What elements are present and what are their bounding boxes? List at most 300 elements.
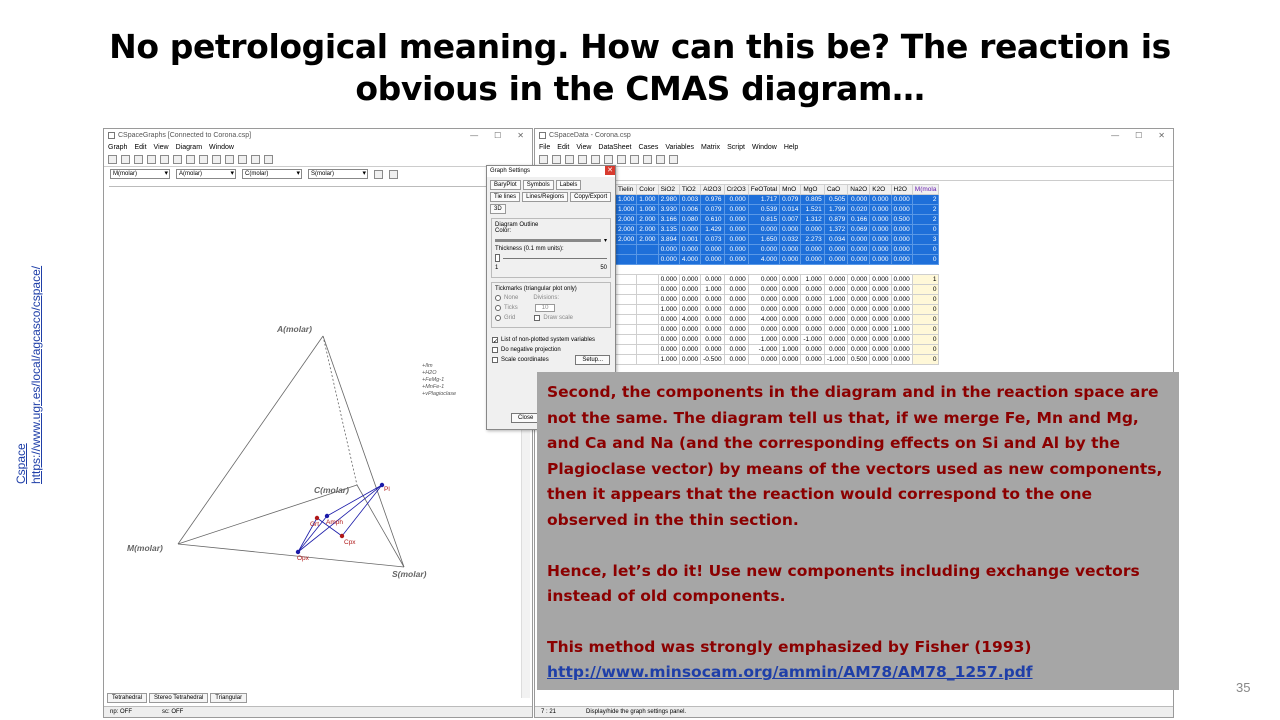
table-cell[interactable]: 1.000	[824, 295, 847, 305]
save-icon[interactable]	[565, 155, 574, 164]
dialog-close-icon[interactable]: ✕	[605, 166, 615, 175]
table-cell[interactable]: 2.000	[637, 225, 658, 235]
minimize-icon[interactable]: —	[1111, 130, 1120, 140]
tab-tie-lines[interactable]: Tie lines	[490, 192, 520, 202]
table-row[interactable]	[616, 195, 939, 205]
table-cell[interactable]: 0.000	[848, 345, 870, 355]
table-cell[interactable]: 0.000	[870, 315, 891, 325]
table-cell[interactable]: 0.000	[870, 225, 891, 235]
table-cell[interactable]: 0.000	[891, 355, 912, 365]
table-cell[interactable]: 1.000	[748, 335, 779, 345]
table-cell[interactable]: 0.000	[870, 335, 891, 345]
table-cell[interactable]: 2	[912, 205, 939, 215]
table-cell[interactable]: 0.500	[848, 355, 870, 365]
cut-icon[interactable]	[578, 155, 587, 164]
table-cell[interactable]: 0.069	[848, 225, 870, 235]
points-icon[interactable]	[199, 155, 208, 164]
radio-ticks[interactable]: Ticks	[504, 305, 518, 311]
table-cell[interactable]: 0.000	[870, 245, 891, 255]
table-cell[interactable]: 0.000	[848, 255, 870, 265]
table-cell[interactable]: 4.000	[679, 315, 700, 325]
table-cell[interactable]: 0.000	[870, 215, 891, 225]
table-cell[interactable]: 0.000	[724, 255, 748, 265]
lines-icon[interactable]	[212, 155, 221, 164]
table-cell[interactable]: 0.000	[748, 245, 779, 255]
table-row[interactable]	[616, 275, 939, 285]
column-header[interactable]: Tielin	[616, 185, 637, 195]
image-icon[interactable]	[147, 155, 156, 164]
table-cell[interactable]: 0.034	[824, 235, 847, 245]
point-amph[interactable]	[325, 514, 329, 518]
table-cell[interactable]: 0.000	[801, 295, 824, 305]
table-cell[interactable]: 0.166	[848, 215, 870, 225]
table-cell[interactable]: 0	[912, 295, 939, 305]
table-cell[interactable]: 0.000	[679, 345, 700, 355]
table-cell[interactable]: 0.000	[780, 305, 801, 315]
table-cell[interactable]: 0.000	[658, 315, 679, 325]
table-cell[interactable]: 1.000	[637, 205, 658, 215]
table-cell[interactable]: 0.000	[870, 295, 891, 305]
table-cell[interactable]: 0.000	[848, 315, 870, 325]
table-row[interactable]	[616, 255, 939, 265]
menu-diagram[interactable]: Diagram	[175, 143, 203, 151]
table-cell[interactable]: 0.000	[801, 305, 824, 315]
table-cell[interactable]: 2.273	[801, 235, 824, 245]
table-cell[interactable]: 0.000	[658, 275, 679, 285]
table-cell[interactable]: 0.805	[801, 195, 824, 205]
tab-tetrahedral[interactable]: Tetrahedral	[107, 693, 147, 703]
table-cell[interactable]: 0.000	[891, 225, 912, 235]
table-cell[interactable]: 0.000	[780, 285, 801, 295]
table-cell[interactable]: 0.000	[891, 245, 912, 255]
table-cell[interactable]: 2.000	[616, 235, 637, 245]
table-cell[interactable]: 0.000	[701, 335, 724, 345]
table-cell[interactable]: 0.000	[724, 205, 748, 215]
table-cell[interactable]: 0.000	[658, 325, 679, 335]
menu-window[interactable]: Window	[751, 143, 777, 151]
table-cell[interactable]: 0.000	[701, 275, 724, 285]
menu-view[interactable]: View	[576, 143, 592, 151]
minimize-icon[interactable]: —	[470, 130, 479, 140]
table-cell[interactable]: 0.000	[679, 335, 700, 345]
graph-icon[interactable]	[656, 155, 665, 164]
table-cell[interactable]: 1.372	[824, 225, 847, 235]
table-cell[interactable]	[637, 285, 658, 295]
close-icon[interactable]: ✕	[517, 130, 524, 140]
table-cell[interactable]: 0.000	[848, 295, 870, 305]
table-cell[interactable]: 0.000	[848, 285, 870, 295]
data-grid[interactable]	[615, 184, 939, 365]
table-cell[interactable]: 0.000	[780, 325, 801, 335]
setup-button[interactable]: Setup...	[575, 355, 610, 365]
tab-stereo-tetrahedral[interactable]: Stereo Tetrahedral	[149, 693, 208, 703]
close-icon[interactable]: ✕	[1158, 130, 1165, 140]
table-row[interactable]	[616, 345, 939, 355]
table-cell[interactable]: 0.000	[801, 255, 824, 265]
table-cell[interactable]: 0.000	[824, 275, 847, 285]
copy-icon[interactable]	[591, 155, 600, 164]
table-cell[interactable]: 0.000	[748, 295, 779, 305]
table-row[interactable]	[616, 305, 939, 315]
maximize-icon[interactable]: ☐	[494, 130, 502, 140]
table-cell[interactable]: 0.000	[848, 235, 870, 245]
table-cell[interactable]	[616, 295, 637, 305]
divisions-input[interactable]: 10	[535, 304, 556, 312]
table-cell[interactable]: 4.000	[679, 255, 700, 265]
color-picker[interactable]: ▾	[495, 236, 607, 244]
column-header[interactable]: Color	[637, 185, 658, 195]
table-cell[interactable]: 0.500	[891, 215, 912, 225]
table-row[interactable]	[616, 215, 939, 225]
table-cell[interactable]: 0.000	[870, 285, 891, 295]
tab-labels[interactable]: Labels	[556, 180, 582, 190]
table-cell[interactable]: 0.000	[870, 255, 891, 265]
table-row[interactable]	[616, 285, 939, 295]
table-cell[interactable]: 0.610	[701, 215, 724, 225]
table-row[interactable]	[616, 295, 939, 305]
table-cell[interactable]: 0.000	[801, 315, 824, 325]
tab-triangular[interactable]: Triangular	[210, 693, 247, 703]
table-cell[interactable]: 0.020	[848, 205, 870, 215]
table-cell[interactable]: 0.079	[780, 195, 801, 205]
table-cell[interactable]: 1.000	[658, 355, 679, 365]
table-cell[interactable]: 2.000	[637, 215, 658, 225]
table-cell[interactable]: 0.000	[780, 275, 801, 285]
table-cell[interactable]: 0.000	[870, 235, 891, 245]
table-cell[interactable]: 0	[912, 285, 939, 295]
table-cell[interactable]: 0.000	[870, 205, 891, 215]
table-cell[interactable]: 0.976	[701, 195, 724, 205]
table-cell[interactable]: 3.894	[658, 235, 679, 245]
table-cell[interactable]: 0.000	[658, 285, 679, 295]
apply-icon[interactable]	[374, 170, 383, 179]
column-header[interactable]: FeOTotal	[748, 185, 779, 195]
table-cell[interactable]: 0.000	[724, 295, 748, 305]
reference-link[interactable]: http://www.minsocam.org/ammin/AM78/AM78_1257.pdf	[547, 663, 1033, 682]
menu-edit[interactable]: Edit	[557, 143, 570, 151]
table-cell[interactable]: 0.000	[748, 355, 779, 365]
table-cell[interactable]: 0.000	[748, 325, 779, 335]
table-cell[interactable]: 0.000	[801, 355, 824, 365]
table-cell[interactable]: 0.000	[701, 325, 724, 335]
table-row[interactable]	[616, 335, 939, 345]
table-cell[interactable]: 0.000	[724, 285, 748, 295]
table-cell[interactable]: 0.000	[891, 285, 912, 295]
table-cell[interactable]: 0.000	[891, 335, 912, 345]
table-cell[interactable]: 0.000	[891, 295, 912, 305]
menu-help[interactable]: Help	[783, 143, 799, 151]
table-cell[interactable]	[637, 315, 658, 325]
table-cell[interactable]: 1.429	[701, 225, 724, 235]
rotate-left-icon[interactable]	[225, 155, 234, 164]
table-cell[interactable]: 0.000	[848, 195, 870, 205]
axis-select-c[interactable]: C(molar) ▾	[242, 169, 302, 179]
table-cell[interactable]: 2.980	[658, 195, 679, 205]
table-cell[interactable]: -1.000	[824, 355, 847, 365]
table-cell[interactable]: 0.000	[848, 335, 870, 345]
table-cell[interactable]: 0.000	[724, 195, 748, 205]
table-cell[interactable]: 1.000	[637, 195, 658, 205]
column-header[interactable]: CaO	[824, 185, 847, 195]
table-cell[interactable]: 0.000	[824, 325, 847, 335]
table-cell[interactable]: 0	[912, 335, 939, 345]
table-cell[interactable]: 0.000	[679, 295, 700, 305]
table-cell[interactable]: 0.000	[824, 345, 847, 355]
table-cell[interactable]: 0.000	[679, 225, 700, 235]
table-cell[interactable]: 0	[912, 355, 939, 365]
table-cell[interactable]: 0.000	[801, 225, 824, 235]
menu-matrix[interactable]: Matrix	[701, 143, 721, 151]
table-row[interactable]	[616, 235, 939, 245]
settings-icon[interactable]	[389, 170, 398, 179]
table-cell[interactable]: 0	[912, 315, 939, 325]
table-cell[interactable]: 0.000	[701, 305, 724, 315]
table-cell[interactable]	[637, 345, 658, 355]
table-cell[interactable]: 0.000	[891, 205, 912, 215]
tab-symbols[interactable]: Symbols	[523, 180, 554, 190]
table-cell[interactable]: 0.000	[780, 355, 801, 365]
axis-select-m[interactable]: M(molar) ▾	[110, 169, 170, 179]
cspace-url-link[interactable]: https://www.ugr.es/local/agcasco/cspace/	[29, 265, 43, 484]
table-cell[interactable]: 0.000	[724, 275, 748, 285]
table-cell[interactable]: 0.003	[679, 195, 700, 205]
table-cell[interactable]: 0.000	[679, 245, 700, 255]
table-cell[interactable]: 0.000	[724, 215, 748, 225]
tab-baryplot[interactable]: BaryPlot	[490, 180, 521, 190]
menu-file[interactable]: File	[539, 143, 551, 151]
table-cell[interactable]: 0.000	[780, 255, 801, 265]
table-cell[interactable]: 3.166	[658, 215, 679, 225]
table-row[interactable]	[616, 245, 939, 255]
table-cell[interactable]: 0.000	[891, 195, 912, 205]
table-cell[interactable]: 0.000	[870, 355, 891, 365]
table-cell[interactable]	[637, 275, 658, 285]
table-row[interactable]	[616, 325, 939, 335]
table-cell[interactable]	[637, 305, 658, 315]
table-cell[interactable]: 0.000	[701, 295, 724, 305]
tab-3d[interactable]: 3D	[490, 204, 506, 214]
grid-icon[interactable]	[160, 155, 169, 164]
table-cell[interactable]: 0.000	[780, 335, 801, 345]
table-cell[interactable]: 0.000	[724, 235, 748, 245]
table-cell[interactable]: 0.000	[891, 345, 912, 355]
table-cell[interactable]	[616, 335, 637, 345]
table-cell[interactable]: 0.000	[724, 355, 748, 365]
table-cell[interactable]	[637, 325, 658, 335]
table-cell[interactable]: 0	[912, 245, 939, 255]
column-header[interactable]: MnO	[780, 185, 801, 195]
column-header[interactable]: M(mola	[912, 185, 939, 195]
table-cell[interactable]: 0.000	[679, 355, 700, 365]
table-cell[interactable]: 2.000	[616, 225, 637, 235]
table-cell[interactable]: -1.000	[801, 335, 824, 345]
table-cell[interactable]: 2	[912, 195, 939, 205]
table-cell[interactable]: 1.000	[616, 195, 637, 205]
thickness-slider[interactable]	[495, 254, 607, 262]
table-cell[interactable]: 0.000	[891, 255, 912, 265]
table-cell[interactable]: 0.007	[780, 215, 801, 225]
table-cell[interactable]: 0.006	[679, 205, 700, 215]
table-cell[interactable]: 1.312	[801, 215, 824, 225]
table-cell[interactable]: 0.073	[701, 235, 724, 245]
table-cell[interactable]: 0.000	[891, 315, 912, 325]
delete-icon[interactable]	[617, 155, 626, 164]
table-cell[interactable]: 0.815	[748, 215, 779, 225]
table-cell[interactable]: 0.000	[724, 335, 748, 345]
tab-lines-regions[interactable]: Lines/Regions	[522, 192, 568, 202]
column-header[interactable]: TiO2	[679, 185, 700, 195]
table-cell[interactable]: 0.000	[701, 345, 724, 355]
table-cell[interactable]: 3.930	[658, 205, 679, 215]
rotate-right-icon[interactable]	[238, 155, 247, 164]
table-cell[interactable]: 1.000	[780, 345, 801, 355]
table-cell[interactable]: 0.000	[701, 255, 724, 265]
table-row[interactable]	[616, 205, 939, 215]
table-cell[interactable]: 0.000	[870, 195, 891, 205]
refresh-icon[interactable]	[251, 155, 260, 164]
tetrahedral-plot[interactable]	[109, 186, 532, 686]
table-cell[interactable]: 0.000	[724, 345, 748, 355]
table-cell[interactable]: 0.000	[780, 315, 801, 325]
table-cell[interactable]: 0.000	[748, 305, 779, 315]
table-cell[interactable]: 3	[912, 235, 939, 245]
list-nonplotted-checkbox[interactable]: List of non-plotted system variables	[501, 337, 596, 343]
table-cell[interactable]: 0.000	[658, 245, 679, 255]
table-cell[interactable]: 2.000	[637, 235, 658, 245]
calc-icon[interactable]	[630, 155, 639, 164]
axis-select-a[interactable]: A(molar) ▾	[176, 169, 236, 179]
table-cell[interactable]: 0.000	[824, 315, 847, 325]
point-opx[interactable]	[296, 550, 300, 554]
table-cell[interactable]: 0.000	[679, 275, 700, 285]
table-cell[interactable]: 0.539	[748, 205, 779, 215]
open-icon[interactable]	[552, 155, 561, 164]
table-cell[interactable]: 0.000	[891, 235, 912, 245]
table-cell[interactable]: 0.000	[780, 295, 801, 305]
table-cell[interactable]: 0.000	[870, 345, 891, 355]
table-cell[interactable]: 0.000	[658, 345, 679, 355]
table-cell[interactable]: 4.000	[748, 255, 779, 265]
new-icon[interactable]	[539, 155, 548, 164]
menu-view[interactable]: View	[153, 143, 169, 151]
menu-cases[interactable]: Cases	[638, 143, 659, 151]
column-header[interactable]: H2O	[891, 185, 912, 195]
table-cell[interactable]: 0.000	[801, 245, 824, 255]
save-icon[interactable]	[121, 155, 130, 164]
table-cell[interactable]	[637, 255, 658, 265]
table-cell[interactable]: 0.000	[679, 325, 700, 335]
table-cell[interactable]: 0.000	[824, 335, 847, 345]
table-cell[interactable]: 0.000	[870, 325, 891, 335]
matrix-icon[interactable]	[643, 155, 652, 164]
zoom-icon[interactable]	[173, 155, 182, 164]
table-cell[interactable]: 0.000	[801, 325, 824, 335]
column-header[interactable]: Al2O3	[701, 185, 724, 195]
table-cell[interactable]	[616, 355, 637, 365]
table-cell[interactable]	[637, 355, 658, 365]
menu-edit[interactable]: Edit	[134, 143, 147, 151]
table-cell[interactable]: 0.000	[848, 245, 870, 255]
table-cell[interactable]	[637, 295, 658, 305]
table-cell[interactable]: 2.000	[616, 215, 637, 225]
point-cpx[interactable]	[340, 534, 344, 538]
table-cell[interactable]: 0.000	[891, 275, 912, 285]
maximize-icon[interactable]: ☐	[1135, 130, 1143, 140]
table-row[interactable]	[616, 355, 939, 365]
table-cell[interactable]: -1.000	[748, 345, 779, 355]
table-cell[interactable]: 0.000	[658, 255, 679, 265]
table-cell[interactable]: 0.000	[658, 295, 679, 305]
table-cell[interactable]: 1.521	[801, 205, 824, 215]
radio-none[interactable]: None	[504, 295, 519, 301]
table-row[interactable]	[616, 315, 939, 325]
tab-copy-export[interactable]: Copy/Export	[570, 192, 611, 202]
table-cell[interactable]: 0.000	[891, 305, 912, 315]
paste-icon[interactable]	[604, 155, 613, 164]
table-cell[interactable]: 0.001	[679, 235, 700, 245]
table-cell[interactable]: 0.000	[724, 325, 748, 335]
table-cell[interactable]: 0.000	[748, 225, 779, 235]
column-header[interactable]: SiO2	[658, 185, 679, 195]
table-cell[interactable]: 1.000	[801, 275, 824, 285]
point-grt[interactable]	[315, 516, 319, 520]
table-cell[interactable]: 0.000	[848, 325, 870, 335]
table-cell[interactable]: 0.000	[780, 245, 801, 255]
table-cell[interactable]: -0.500	[701, 355, 724, 365]
table-cell[interactable]: 0	[912, 305, 939, 315]
table-cell[interactable]: 3.135	[658, 225, 679, 235]
close-button[interactable]: Close	[511, 413, 540, 423]
table-cell[interactable]: 0.000	[724, 245, 748, 255]
table-cell[interactable]	[637, 245, 658, 255]
table-cell[interactable]	[616, 285, 637, 295]
table-cell[interactable]: 0.000	[724, 305, 748, 315]
table-cell[interactable]	[616, 345, 637, 355]
copy-icon[interactable]	[108, 155, 117, 164]
menu-graph[interactable]: Graph	[108, 143, 128, 151]
scale-coordinates-checkbox[interactable]: Scale coordinates	[501, 357, 549, 363]
table-row[interactable]	[616, 225, 939, 235]
table-cell[interactable]: 1.799	[824, 205, 847, 215]
menu-datasheet[interactable]: DataSheet	[598, 143, 632, 151]
table-cell[interactable]: 0.879	[824, 215, 847, 225]
column-header[interactable]: Na2O	[848, 185, 870, 195]
table-cell[interactable]: 0	[912, 325, 939, 335]
table-cell[interactable]: 1.000	[616, 205, 637, 215]
table-cell[interactable]: 0.000	[870, 275, 891, 285]
table-cell[interactable]: 1.000	[658, 305, 679, 315]
radio-grid[interactable]: Grid	[504, 315, 516, 321]
menu-variables[interactable]: Variables	[665, 143, 694, 151]
axis-select-s[interactable]: S(molar) ▾	[308, 169, 368, 179]
table-cell[interactable]: 0.000	[824, 255, 847, 265]
table-cell[interactable]: 1.000	[891, 325, 912, 335]
table-cell[interactable]: 0.000	[848, 275, 870, 285]
menu-script[interactable]: Script	[727, 143, 745, 151]
column-header[interactable]: K2O	[870, 185, 891, 195]
table-cell[interactable]: 0.000	[701, 315, 724, 325]
table-cell[interactable]: 0.000	[824, 285, 847, 295]
table-cell[interactable]: 1.717	[748, 195, 779, 205]
table-cell[interactable]: 0.000	[658, 335, 679, 345]
table-cell[interactable]: 0.000	[801, 345, 824, 355]
table-cell[interactable]: 0.000	[848, 305, 870, 315]
table-cell[interactable]	[637, 335, 658, 345]
pin-icon[interactable]	[264, 155, 273, 164]
table-cell[interactable]: 0.014	[780, 205, 801, 215]
table-cell[interactable]: 0	[912, 345, 939, 355]
table-cell[interactable]: 0.000	[824, 305, 847, 315]
